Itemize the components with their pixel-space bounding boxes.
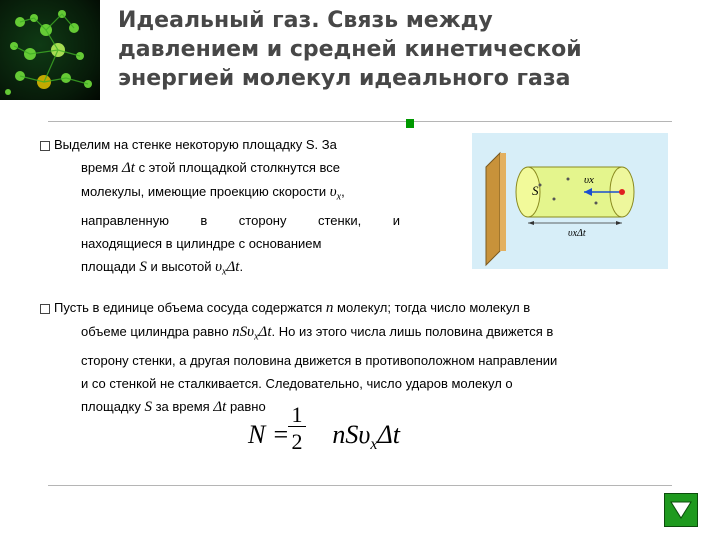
p1-word: направленную [81, 212, 169, 228]
velocity-subscript: x [254, 331, 259, 343]
fraction-numerator: 1 [291, 402, 303, 427]
delta-t-symbol: Δt [121, 160, 135, 176]
bullet-1 [40, 141, 50, 151]
p2-text: за время [151, 398, 214, 414]
label-vx: υx [584, 174, 594, 186]
p2-text: равно [226, 398, 266, 414]
title-line-1: Идеальный газ. Связь между [118, 8, 493, 33]
delta-t-symbol: Δt [226, 258, 240, 275]
p1-line-3 [54, 180, 400, 209]
p1-word: сторону [238, 212, 287, 228]
molecule-logo-graphic [0, 0, 100, 100]
velocity-subscript: x [222, 266, 227, 278]
nsv-expression: nSυ [232, 324, 255, 340]
wall-edge [500, 153, 506, 251]
velocity-symbol: υ [215, 258, 223, 275]
fraction-denominator: 2 [288, 426, 306, 457]
molecule-logo [0, 0, 100, 100]
accent-square [406, 119, 414, 128]
velocity-symbol: υ [329, 184, 337, 200]
title-line-3: энергией молекул идеального газа [118, 66, 571, 91]
p1-line-4 [54, 209, 400, 232]
p2-line-3: сторону стенки, а другая половина движется в противоположном направлении [81, 352, 558, 368]
paragraph-1 [54, 133, 400, 283]
cylinder-diagram [472, 133, 668, 269]
p1-text: и высотой [146, 258, 216, 274]
p2-line-5 [54, 395, 666, 419]
down-arrow-icon [665, 494, 697, 526]
p1-text: , [341, 184, 345, 199]
p2-text: молекул; тогда число молекул в [333, 300, 531, 315]
formula-subscript: x [370, 436, 378, 454]
p1-text: молекулы, имеющие проекцию скорости [81, 184, 330, 199]
label-vxdt: υxΔt [568, 228, 586, 239]
formula-fraction [288, 400, 306, 457]
cylinder-diagram-graphic [472, 133, 668, 269]
p2-line-2 [54, 320, 666, 349]
p1-text: с этой площадкой столкнутся все [134, 160, 341, 175]
next-slide-button[interactable] [664, 493, 698, 527]
velocity-subscript: x [336, 191, 342, 203]
delta-t-symbol: Δt [213, 398, 227, 415]
p2-text: объеме цилиндра равно [81, 324, 233, 339]
p1-line-2 [54, 156, 400, 180]
p1-text: площади [81, 258, 140, 274]
delta-t-symbol: Δt [258, 324, 272, 340]
p1-word: и [392, 212, 400, 228]
bullet-2 [40, 304, 50, 314]
p1-line-1: Выделим на стенке некоторую площадку S. За [54, 137, 337, 152]
title-line-2: давлением и средней кинетической [118, 37, 582, 62]
formula-lhs: N = [248, 420, 290, 449]
p1-word: в [200, 212, 208, 228]
paragraph-2 [54, 296, 666, 419]
area-symbol: S [144, 398, 152, 415]
p1-text: время [81, 160, 122, 175]
title-divider [48, 121, 672, 122]
formula-delta-t: Δt [377, 420, 400, 449]
wall-face [486, 153, 500, 265]
formula-rhs: nSυ [332, 420, 371, 449]
p2-text: площадку [81, 398, 145, 414]
p1-line-6 [54, 255, 400, 284]
molecule-dot [619, 189, 625, 195]
n-symbol: n [325, 300, 334, 316]
p2-line-4: и со стенкой не сталкивается. Следовательно, число ударов молекул о [81, 375, 513, 391]
p1-text: . [239, 258, 244, 274]
slide-title [118, 6, 708, 93]
area-symbol: S [139, 258, 147, 275]
p2-line-1 [54, 296, 666, 320]
label-S: S [532, 183, 539, 198]
p2-text: . Но из этого числа лишь половина движется в [271, 324, 554, 339]
footer-divider [48, 485, 672, 486]
p1-word: стенки, [317, 212, 362, 228]
p1-line-5: находящиеся в цилиндре с основанием [81, 235, 322, 251]
p2-text: Пусть в единице объема сосуда содержатся [54, 300, 326, 315]
collision-formula [248, 402, 400, 460]
